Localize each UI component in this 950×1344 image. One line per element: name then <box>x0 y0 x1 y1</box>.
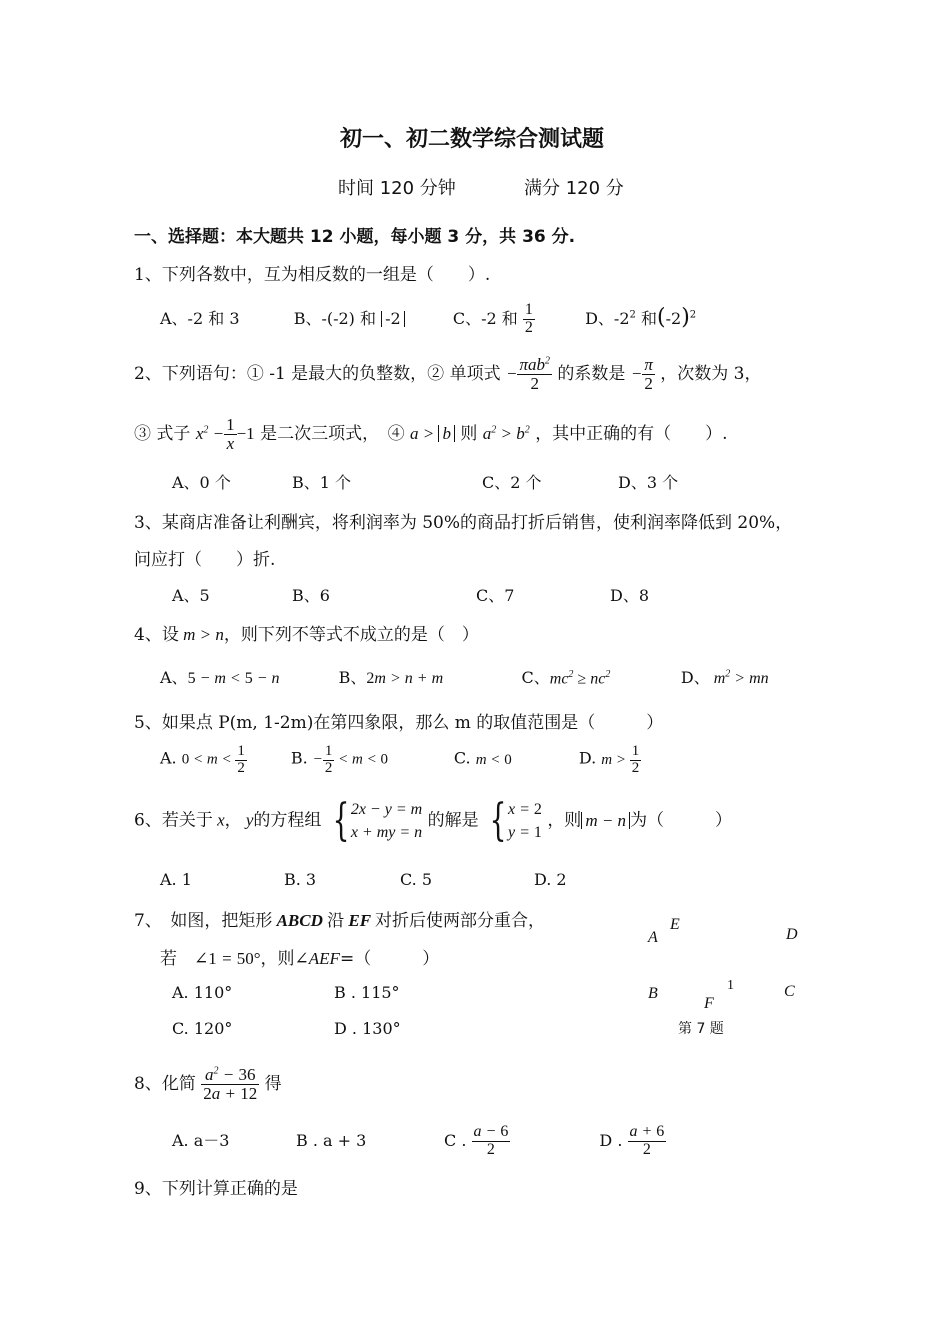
q5-option-c: C. <box>453 748 471 768</box>
q2-text-1: 2、下列语句：① -1 是最大的负整数，② 单项式 <box>134 363 501 384</box>
fig-caption: 第 7 题 <box>678 1021 724 1037</box>
q8-option-d: D . <box>599 1130 623 1150</box>
q2-text-7: ，其中正确的有（ ）. <box>535 423 728 444</box>
q2-expression-frac: $\frac{1}{x}$ <box>226 415 235 453</box>
q2-options <box>172 470 678 493</box>
q2-option-d: D、3 个 <box>618 473 679 492</box>
q2-text-3: ，次数为 3， <box>660 363 762 384</box>
q1-abs-value: -2 <box>381 311 405 327</box>
q7-option-a: A. 110° <box>172 983 233 1002</box>
fig-label-a: A <box>648 929 658 946</box>
q4-stem: 4、设 m > n，则下列不等式不成立的是（ ） <box>134 625 479 645</box>
q2-option-b: B、1 个 <box>292 473 352 492</box>
q8-option-b: B . a + 3 <box>296 1130 367 1150</box>
q1-options: A、-2 和 3 B、-(-2) 和 -2 C、-2 和 $\frac{1}{2}$ D、$-2^2$ 和$(-2)^2$ <box>160 301 697 336</box>
q1-stem: 1、下列各数中，互为相反数的一组是（ ）. <box>134 265 491 285</box>
q3-line1: 3、某商店准备让利酬宾，将利润率为 50%的商品打折后销售，使利润率降低到 20%， <box>134 513 793 533</box>
q7-option-d: D . 130° <box>334 1019 401 1038</box>
q5-options: A. 0 < m < $\frac{1}{2}$ B. − $\frac{1}{2}$ < m < 0 C. m < 0 D. m > $\frac{1}{2}$ <box>160 743 640 776</box>
q3-line2: 问应打（ ）折. <box>134 550 276 570</box>
q1-option-a: A、-2 和 3 <box>160 308 240 328</box>
q8-fraction: $\frac{a^2 - 36}{2a + 12}$ <box>203 1065 258 1103</box>
fig-label-1: 1 <box>727 978 734 993</box>
q1-option-d-paren: -2 <box>665 308 682 328</box>
exam-score: 满分 120 分 <box>524 178 624 199</box>
q8-options: A. a－3 B . a + 3 C . $\frac{a - 6}{2}$ D . $\frac{a + 6}{2}$ <box>172 1123 665 1158</box>
q2-option-c: C、2 个 <box>482 473 542 492</box>
exam-time: 时间 120 分钟 <box>338 178 456 199</box>
q2-line1: 2、下列语句：① -1 是最大的负整数，② 单项式 − $\frac{\pi ab^2}{2}$ 的系数是 − $\frac{\pi}{2}$ ，次数为 3， <box>134 355 762 393</box>
q3-option-d: D、8 <box>610 586 650 605</box>
q6-option-d: D. 2 <box>534 870 567 889</box>
q2-text-5: 是二次三项式， ④ <box>260 423 405 444</box>
q2-text-6: 则 <box>460 423 478 444</box>
fig-label-d: D <box>786 926 798 943</box>
q1-fraction: $\frac{1}{2}$ <box>524 301 533 336</box>
q1-option-d: D、-2 <box>585 308 630 328</box>
q1-option-b: B、-(-2) 和 <box>293 308 377 328</box>
q6-stem: 6、若关于 x， y的方程组 {2x − y = m x + my = n 的解是 { x = 2 y = 1 ，则 m − n 为（ ） <box>134 795 733 847</box>
q6-options <box>160 870 567 889</box>
q6-option-c: C. 5 <box>400 870 433 889</box>
q5-option-b: B. <box>290 748 308 768</box>
q8-option-c: C . <box>444 1130 467 1150</box>
q6-option-b: B. 3 <box>284 870 317 889</box>
q1-option-c: C、-2 和 <box>452 308 518 328</box>
fig-label-b: B <box>648 985 658 1002</box>
q5-option-d: D. <box>578 748 597 768</box>
q7-options-row1 <box>172 983 400 1002</box>
fig-label-e: E <box>670 916 680 933</box>
q3-option-c: C、7 <box>476 586 515 605</box>
q7-line2: 若 ∠1 = 50°，则∠AEF=（ ） <box>160 949 440 969</box>
fig-label-c: C <box>784 983 795 1000</box>
q5-stem: 5、如果点 P(m, 1-2m)在第四象限，那么 m 的取值范围是（ ） <box>134 713 664 733</box>
q9-stem: 9、下列计算正确的是 <box>134 1179 298 1199</box>
q2-option-a: A、0 个 <box>172 473 231 492</box>
q4-option-b: B、 <box>338 668 367 687</box>
q3-option-b: B、6 <box>292 586 330 605</box>
q7-options-row2 <box>172 1019 401 1038</box>
fig-label-f: F <box>704 995 714 1012</box>
q1-option-d-and: 和 <box>640 308 657 328</box>
section-heading: 一、选择题：本大题共 12 小题，每小题 3 分，共 36 分. <box>134 227 576 247</box>
q2-line2: ③ 式子 $x^2$ − $\frac{1}{x}$ −1 是二次三项式， ④ a > b 则 $a^2 > b^2$ ，其中正确的有（ ）. <box>134 415 728 453</box>
q2-text-4: ③ 式子 <box>134 423 191 444</box>
q4-option-d: D、 <box>680 668 710 687</box>
q2-coefficient: $\frac{\pi}{2}$ <box>644 355 653 393</box>
q2-monomial: $\frac{\pi ab^2}{2}$ <box>519 355 551 393</box>
q8-option-a: A. a－3 <box>172 1130 230 1150</box>
q3-option-a: A、5 <box>172 586 210 605</box>
q4-options: A、5 − m < 5 − n B、2m > n + m C、$mc^2 \ge nc^2$ D、 $m^2$ > mn <box>160 668 769 687</box>
q7-option-c: C. 120° <box>172 1019 233 1038</box>
q8-stem: 8、化简 $\frac{a^2 - 36}{2a + 12}$ 得 <box>134 1065 282 1103</box>
page-title: 初一、初二数学综合测试题 <box>340 127 605 152</box>
q4-option-c: C、 <box>521 668 550 687</box>
q5-option-a: A. <box>160 748 177 768</box>
q7-line1: 7、 如图，把矩形 ABCD 沿 EF 对折后使两部分重合， <box>134 911 545 931</box>
q3-options <box>172 583 649 606</box>
q2-text-2: 的系数是 <box>557 363 626 384</box>
q7-option-b: B . 115° <box>334 983 400 1002</box>
q6-option-a: A. 1 <box>160 870 192 889</box>
q4-option-a: A、 <box>160 668 188 687</box>
